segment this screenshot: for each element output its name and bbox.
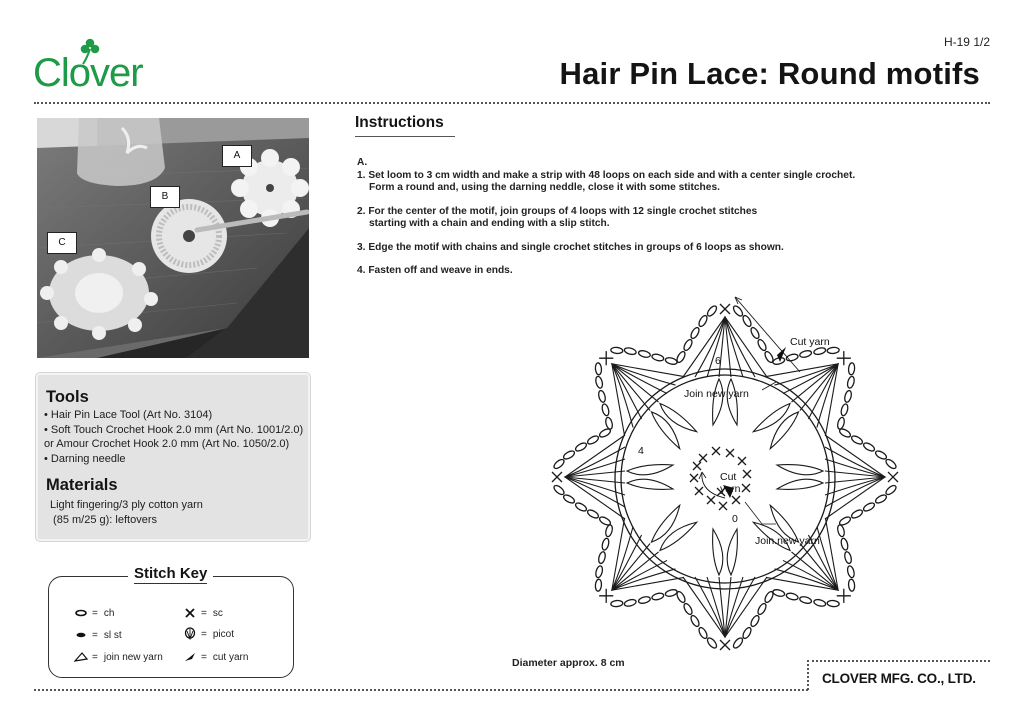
stitch-key-label: sc: [212, 607, 223, 619]
materials-heading: Materials: [46, 476, 118, 494]
crochet-chart-diagram: [540, 292, 910, 672]
footer-company-divider-vertical: [807, 660, 809, 690]
loops-4-label: 4: [638, 445, 644, 457]
join-new-yarn-label: Join new yarn: [684, 388, 749, 400]
stitch-key-label: cut yarn: [212, 651, 249, 663]
materials-line: Light fingering/3 ply cotton yarn: [50, 499, 203, 511]
equals-sign: =: [92, 607, 98, 619]
materials-line: (85 m/25 g): leftovers: [50, 513, 157, 526]
step-text: 4. Fasten off and weave in ends.: [357, 265, 513, 276]
stitch-key-label: picot: [212, 628, 234, 640]
start-zero-label: 0: [732, 513, 738, 525]
center-cut-label-1: Cut: [720, 471, 737, 483]
header-divider: [34, 102, 990, 104]
instruction-step-2: [357, 206, 927, 231]
stitch-key-label: join new yarn: [103, 651, 163, 663]
svg-text:Clover: Clover: [33, 51, 143, 92]
photo-label-c: C: [47, 232, 77, 254]
stitch-key-label: ch: [103, 607, 115, 619]
company-name: CLOVER MFG. CO., LTD.: [822, 671, 976, 686]
equals-sign: =: [201, 607, 207, 619]
cut-yarn-label: Cut yarn: [790, 336, 830, 348]
instructions-heading: Instructions: [355, 114, 455, 137]
join-triangle-icon: [74, 651, 88, 663]
tools-heading: Tools: [46, 388, 89, 406]
materials-text: [50, 498, 203, 527]
step-text-continued: Form a round and, using the darning neddle, close it with some stitches.: [369, 182, 720, 193]
tools-item: or Amour Crochet Hook 2.0 mm (Art No. 1050/2.0): [44, 438, 290, 450]
equals-sign: =: [201, 651, 207, 663]
equals-sign: =: [92, 651, 98, 663]
instruction-step-3: [357, 242, 927, 255]
equals-sign: =: [201, 628, 207, 640]
loops-6-label: 6: [715, 355, 721, 367]
step-text: 2. For the center of the motif, join groups of 4 loops with 12 single crochet stitches: [357, 205, 758, 217]
stitch-key-heading: [128, 565, 213, 582]
stitch-key-entry-picot: [183, 628, 234, 640]
step-text: 3. Edge the motif with chains and single crochet stitches in groups of 6 loops as shown.: [357, 241, 784, 253]
instructions-section-label: A.: [357, 157, 368, 168]
stitch-key-label: sl st: [103, 629, 122, 641]
photo-label-b: B: [150, 186, 180, 208]
motif-chart-svg: [540, 292, 910, 672]
sc-x-icon: [183, 607, 197, 619]
tools-item: • Soft Touch Crochet Hook 2.0 mm (Art No. 1001/2.0): [44, 423, 304, 436]
photo-illustration: [37, 118, 309, 358]
stitch-key-entry-cut: [183, 651, 248, 663]
footer-divider: [34, 689, 808, 691]
stitch-key-entry-join: [74, 651, 163, 663]
center-cut-label-2: yarn: [720, 483, 741, 495]
step-text-continued: starting with a chain and ending with a slip stitch.: [369, 218, 610, 229]
clover-logo: [33, 36, 183, 92]
tools-list: [44, 408, 314, 466]
tools-materials-panel: [36, 373, 310, 541]
footer-company-divider-top: [807, 660, 990, 662]
picot-icon: [183, 628, 197, 640]
equals-sign: =: [92, 629, 98, 641]
instruction-step-1: [357, 170, 927, 195]
stitch-key-title-text: Stitch Key: [134, 565, 208, 582]
join-new-yarn-inner-label: Join.new yarn: [755, 535, 820, 547]
tools-item: • Hair Pin Lace Tool (Art No. 3104): [44, 409, 213, 421]
cut-yarn-arrow-icon: [183, 651, 197, 663]
stitch-key-entry-ch: [74, 607, 114, 619]
slip-stitch-dot-icon: [74, 629, 88, 641]
instruction-step-4: [357, 265, 927, 278]
chain-oval-icon: [74, 607, 88, 619]
stitch-key-entry-slst: [74, 629, 122, 641]
photo-label-a: A: [222, 145, 252, 167]
diameter-caption: Diameter approx. 8 cm: [512, 657, 625, 669]
stitch-key-entry-sc: [183, 607, 223, 619]
instructions-body: [357, 157, 927, 289]
step-text: 1. Set loom to 3 cm width and make a strip with 48 loops on each side and with a center single crochet.: [357, 169, 856, 181]
tools-item: • Darning needle: [44, 452, 126, 465]
page-title: Hair Pin Lace: Round motifs: [559, 56, 980, 91]
motifs-photo: [37, 118, 309, 358]
document-code: H-19 1/2: [943, 35, 990, 49]
